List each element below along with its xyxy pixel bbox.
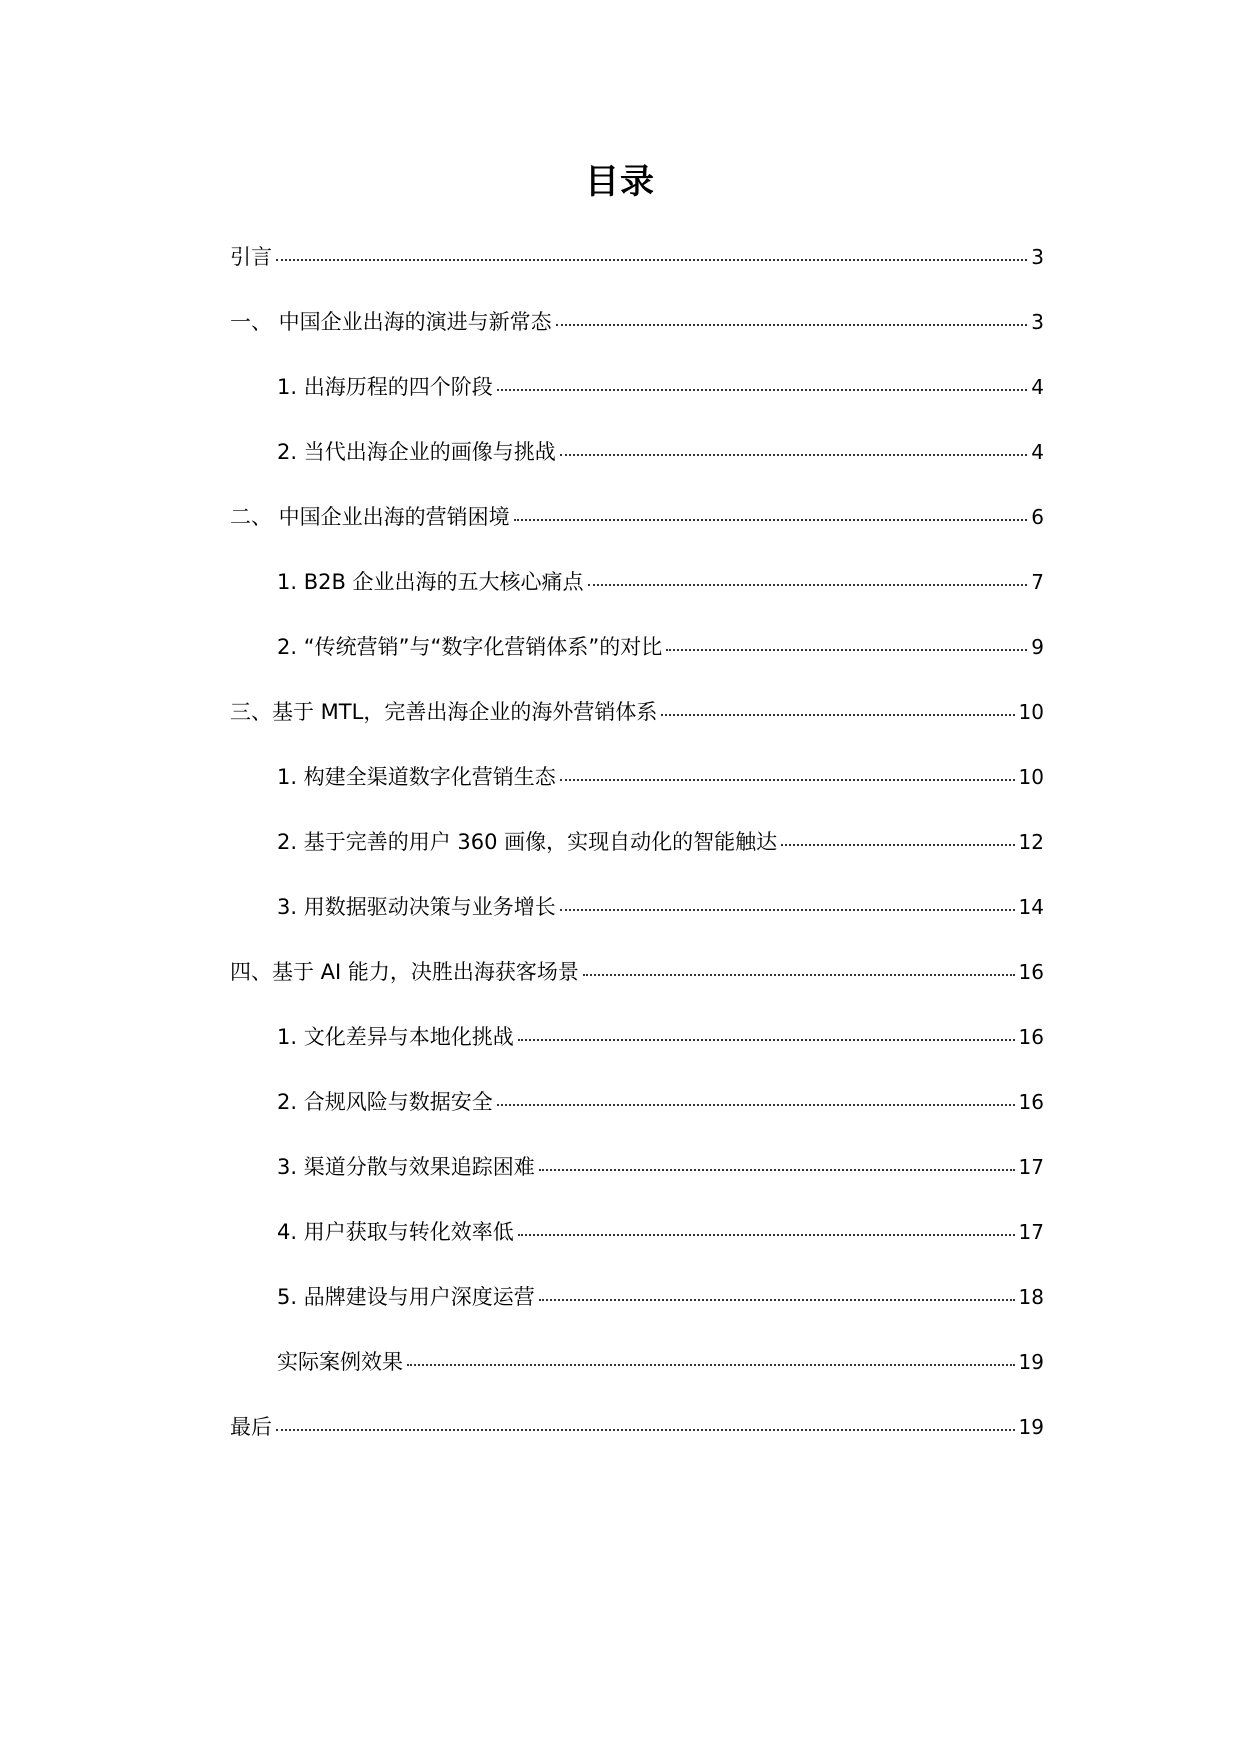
toc-entry-label: 5. 品牌建设与用户深度运营	[277, 1284, 535, 1309]
toc-entry-page: 3	[1031, 244, 1044, 269]
toc-entry-page: 3	[1031, 309, 1044, 334]
toc-entry[interactable]	[230, 614, 1044, 679]
toc-entry[interactable]	[230, 484, 1044, 549]
toc-entry[interactable]	[230, 744, 1044, 809]
toc-entry-page: 17	[1018, 1219, 1044, 1244]
toc-entry-page: 9	[1031, 634, 1044, 659]
toc-entry-label: 2. 当代出海企业的画像与挑战	[277, 439, 556, 464]
toc-entry-label: 1. 文化差异与本地化挑战	[277, 1024, 514, 1049]
toc-entry-page: 16	[1018, 1089, 1044, 1114]
toc-entry-page: 16	[1018, 1024, 1044, 1049]
toc-entry[interactable]	[230, 679, 1044, 744]
toc-leader	[666, 649, 1027, 651]
toc-entry[interactable]	[230, 419, 1044, 484]
toc-entry-label: 2. “传统营销”与“数字化营销体系”的对比	[277, 634, 663, 659]
toc-leader	[560, 454, 1028, 456]
toc-entry-page: 14	[1018, 894, 1044, 919]
toc-entry[interactable]	[230, 1134, 1044, 1199]
toc-leader	[518, 1039, 1015, 1041]
toc-entry-page: 17	[1018, 1154, 1044, 1179]
toc-leader	[556, 324, 1028, 326]
toc-entry-label: 3. 用数据驱动决策与业务增长	[277, 894, 556, 919]
toc-leader	[539, 1169, 1015, 1171]
toc-entry[interactable]	[230, 224, 1044, 289]
toc-entry[interactable]	[230, 939, 1044, 1004]
toc-title: 目录	[585, 162, 655, 202]
toc-entry-label: 1. B2B 企业出海的五大核心痛点	[277, 569, 584, 594]
toc-entry[interactable]	[230, 549, 1044, 614]
toc-entry-page: 12	[1018, 829, 1044, 854]
toc-entry[interactable]	[230, 1329, 1044, 1394]
toc-leader	[560, 779, 1015, 781]
toc-entry-page: 10	[1018, 764, 1044, 789]
toc-entry-page: 19	[1018, 1349, 1044, 1374]
toc-entry[interactable]	[230, 1004, 1044, 1069]
toc-leader	[560, 909, 1015, 911]
toc-leader	[588, 584, 1028, 586]
toc-entry-page: 6	[1031, 504, 1044, 529]
toc-entry[interactable]	[230, 354, 1044, 419]
toc-entry-label: 2. 合规风险与数据安全	[277, 1089, 493, 1114]
toc-entry-label: 三、基于 MTL，完善出海企业的海外营销体系	[230, 699, 658, 724]
toc-leader	[276, 1429, 1015, 1431]
toc-leader	[539, 1299, 1015, 1301]
toc-entry-label: 1. 构建全渠道数字化营销生态	[277, 764, 556, 789]
toc-entry-page: 10	[1018, 699, 1044, 724]
toc-entry-page: 7	[1031, 569, 1044, 594]
toc-entry-label: 2. 基于完善的用户 360 画像，实现自动化的智能触达	[277, 829, 778, 854]
toc-leader	[407, 1364, 1015, 1366]
toc-entry-label: 一、 中国企业出海的演进与新常态	[230, 309, 552, 334]
toc-entry-label: 实际案例效果	[277, 1349, 403, 1374]
toc-entry[interactable]	[230, 289, 1044, 354]
toc-entry-page: 19	[1018, 1414, 1044, 1439]
toc-leader	[497, 1104, 1015, 1106]
toc-entry[interactable]	[230, 1199, 1044, 1264]
toc-leader	[518, 1234, 1015, 1236]
toc-entry-page: 18	[1018, 1284, 1044, 1309]
toc-list	[230, 224, 1044, 1459]
toc-entry[interactable]	[230, 809, 1044, 874]
toc-leader	[497, 389, 1028, 391]
toc-entry-label: 4. 用户获取与转化效率低	[277, 1219, 514, 1244]
toc-entry-label: 3. 渠道分散与效果追踪困难	[277, 1154, 535, 1179]
toc-leader	[781, 844, 1014, 846]
toc-entry-label: 二、 中国企业出海的营销困境	[230, 504, 510, 529]
toc-entry-label: 四、基于 AI 能力，决胜出海获客场景	[230, 959, 579, 984]
toc-entry-label: 引言	[230, 244, 272, 269]
toc-entry[interactable]	[230, 1394, 1044, 1459]
toc-entry[interactable]	[230, 1069, 1044, 1134]
toc-entry[interactable]	[230, 1264, 1044, 1329]
toc-entry-page: 4	[1031, 374, 1044, 399]
toc-leader	[661, 714, 1014, 716]
toc-entry-page: 4	[1031, 439, 1044, 464]
toc-entry[interactable]	[230, 874, 1044, 939]
toc-entry-label: 最后	[230, 1414, 272, 1439]
toc-leader	[276, 259, 1027, 261]
toc-leader	[583, 974, 1015, 976]
toc-leader	[514, 519, 1028, 521]
toc-entry-label: 1. 出海历程的四个阶段	[277, 374, 493, 399]
toc-entry-page: 16	[1018, 959, 1044, 984]
